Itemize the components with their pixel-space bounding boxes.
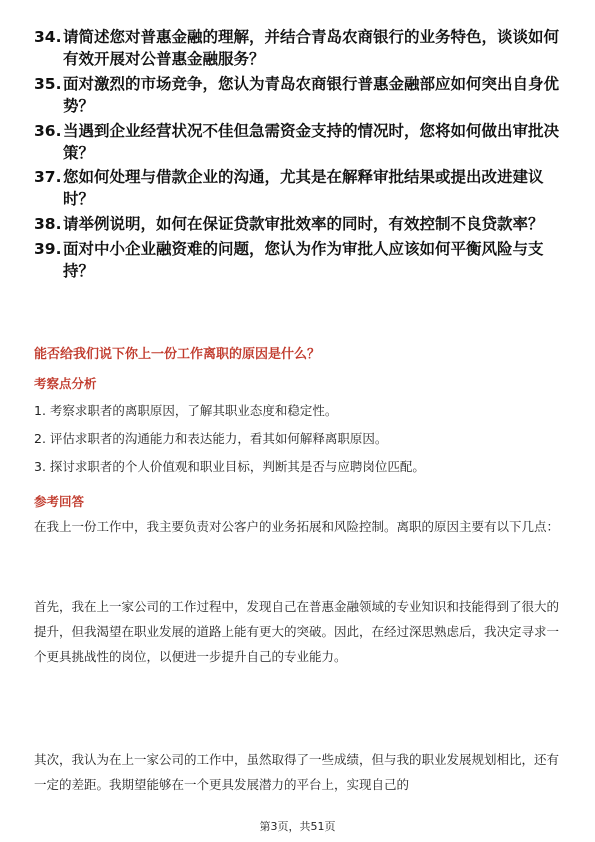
question-text: 面对中小企业融资难的问题，您认为作为审批人应该如何平衡风险与支持？ [63,239,544,280]
page-number: 第3页，共51页 [259,820,336,833]
analysis-point: 1. 考察求职者的离职原因，了解其职业态度和稳定性。 [34,403,338,418]
question-text: 当遇到企业经营状况不佳但急需资金支持的情况时，您将如何做出审批决策？ [63,121,560,162]
question-number: 34. [34,28,62,46]
question-number: 35. [34,74,62,93]
question-number: 37. [34,168,62,187]
question-number: 36. [34,121,62,140]
answer-paragraph: 在我上一份工作中，我主要负责对公客户的业务拓展和风险控制。离职的原因主要有以下几点： [34,519,560,534]
question-item [34,213,564,235]
answer-heading: 参考回答 [34,494,85,509]
analysis-point: 3. 探讨求职者的个人价值观和职业目标，判断其是否与应聘岗位匹配。 [34,459,425,474]
answer-paragraph: 其次，我认为在上一家公司的工作中，虽然取得了一些成绩，但与我的职业发展规划相比，还有一定的差距。我期望能够在一个更具发展潜力的平台上，实现自己的 [34,752,560,792]
question-item [34,120,564,164]
section-question-heading: 能否给我们说下你上一份工作离职的原因是什么？ [34,347,321,362]
question-item [34,166,564,210]
answer-paragraph: 首先，我在上一家公司的工作过程中，发现自己在普惠金融领域的专业知识和技能得到了很大的提升，但我渴望在职业发展的道路上能有更大的突破。因此，在经过深思熟虑后，我决定寻求一个更具挑战性的岗位，以便进一步提升自己的专业能力。 [34,599,560,664]
analysis-point: 2. 评估求职者的沟通能力和表达能力，看其如何解释离职原因。 [34,431,388,446]
question-item [34,26,564,70]
question-text: 您如何处理与借款企业的沟通，尤其是在解释审批结果或提出改进建议时？ [63,168,544,209]
question-text: 面对激烈的市场竞争，您认为青岛农商银行普惠金融部应如何突出自身优势？ [63,74,560,115]
question-number: 39. [34,239,62,258]
question-number: 38. [34,215,62,234]
analysis-heading: 考察点分析 [34,376,97,391]
question-item [34,73,564,117]
question-text: 请简述您对普惠金融的理解，并结合青岛农商银行的业务特色，谈谈如何有效开展对公普惠金融服务？ [63,28,560,68]
question-list [34,26,564,285]
question-text: 请举例说明，如何在保证贷款审批效率的同时，有效控制不良贷款率？ [63,215,544,234]
question-item [34,238,564,282]
